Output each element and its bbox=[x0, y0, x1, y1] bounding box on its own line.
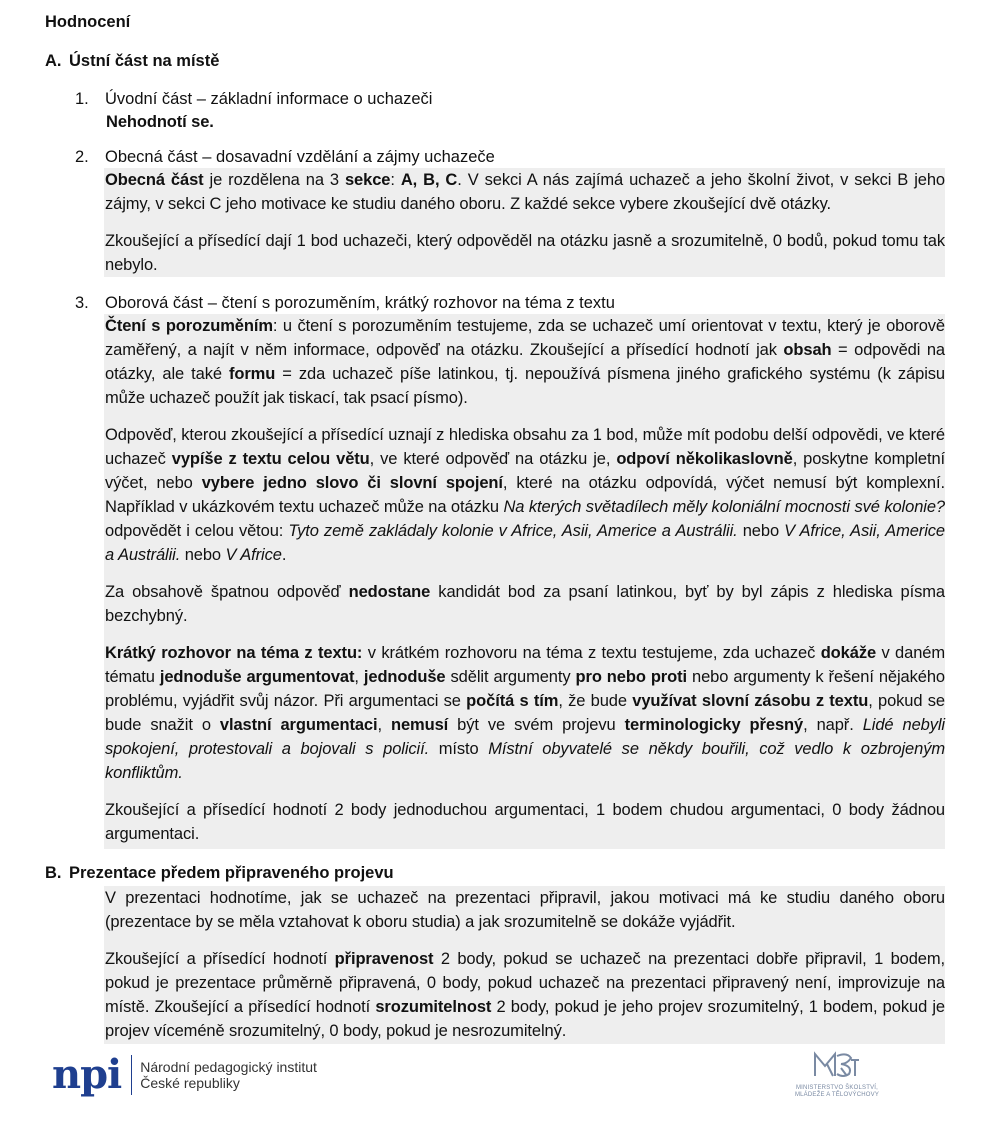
item-2-paragraph-1: Obecná část je rozdělena na 3 sekce: A, B, C. V sekci A nás zajímá uchazeč a jeho školní život, v sekci B jeho zájmy, v sekci C jeho motivace ke studiu daného oboru. Z každé sekce vybere zkoušející dvě otázky. bbox=[105, 171, 946, 213]
npi-logo: npi bbox=[52, 1051, 122, 1098]
item-2-body bbox=[104, 168, 945, 277]
npi-name-line-1: Národní pedagogický institut bbox=[140, 1059, 317, 1075]
section-a-letter: A. bbox=[45, 52, 62, 70]
item-3-body bbox=[104, 314, 945, 849]
item-1-note-text: Nehodnotí se. bbox=[106, 113, 214, 131]
msmt-line-1: MINISTERSTVO ŠKOLSTVÍ, bbox=[795, 1085, 879, 1091]
section-b-letter: B. bbox=[45, 864, 62, 882]
item-3-title: Oborová část – čtení s porozuměním, krátký rozhovor na téma z textu bbox=[105, 294, 615, 312]
npi-name bbox=[140, 1059, 317, 1091]
item-2-paragraph-2: Zkoušející a přísedící dají 1 bod uchazeči, který odpověděl na otázku jasně a srozumitelně, 0 bodů, pokud tomu tak nebylo. bbox=[105, 232, 945, 274]
section-b-title-text: Prezentace předem připraveného projevu bbox=[69, 864, 394, 882]
npi-name-line-2: České republiky bbox=[140, 1075, 240, 1091]
item-3-number: 3. bbox=[75, 294, 89, 312]
item-1-number: 1. bbox=[75, 90, 89, 108]
item-3-paragraph-3: Za obsahově špatnou odpověď nedostane kandidát bod za psaní latinkou, byť by byl zápis z hlediska písma bezchybný. bbox=[105, 583, 945, 625]
msmt-line-2: MLÁDEŽE A TĚLOVÝCHOVY bbox=[794, 1092, 880, 1098]
npi-logo-block bbox=[52, 1051, 317, 1098]
section-a-title-text: Ústní část na místě bbox=[69, 52, 220, 70]
section-b-title bbox=[45, 864, 394, 883]
npi-divider bbox=[131, 1055, 132, 1095]
section-b-body bbox=[104, 886, 945, 1044]
section-b-paragraph-2: Zkoušející a přísedící hodnotí připravenost 2 body, pokud se uchazeč na prezentaci dobře připravil, 1 bodem, pokud je prezentace průměrně připravená, 0 body, pokud uchazeč na prezentaci připravený není, improvizuje na místě. Zkoušející a přísedící hodnotí srozumitelnost 2 body, pokud je jeho projev srozumitelný, 1 bodem, pokud je projev víceméně srozumitelný, 0 body, pokud je nesrozumitelný. bbox=[105, 950, 946, 1040]
item-3-paragraph-5: Zkoušející a přísedící hodnotí 2 body jednoduchou argumentaci, 1 bodem chudou argumentaci, 0 body žádnou argumentaci. bbox=[105, 801, 945, 843]
item-2-title: Obecná část – dosavadní vzdělání a zájmy uchazeče bbox=[105, 148, 495, 166]
msmt-logo bbox=[784, 1050, 890, 1098]
section-b-paragraph-1: V prezentaci hodnotíme, jak se uchazeč na prezentaci připravil, jakou motivaci má ke studiu daného oboru (prezentace by se měla vztahovat k oboru studia) a jak srozumitelně se dokáže vyjádřit. bbox=[105, 889, 945, 931]
item-3-paragraph-4: Krátký rozhovor na téma z textu: v krátkém rozhovoru na téma z textu testujeme, zda uchazeč dokáže v daném tématu jednoduše argumentovat, jednoduše sdělit argumenty pro nebo proti nebo argumenty k řešení nějakého problému, vyjádřit svůj názor. Při argumentaci se počítá s tím, že bude využívat slovní zásobu z textu, pokud se bude snažit o vlastní argumentaci, nemusí být ve svém projevu terminologicky přesný, např. Lidé nebyli spokojení, protestovali a bojovali s policií. místo Místní obyvatelé se někdy bouřili, což vedlo k ozbrojeným konfliktům. bbox=[105, 644, 946, 782]
item-1-body bbox=[105, 110, 946, 134]
page-heading: Hodnocení bbox=[45, 13, 131, 31]
item-2-heading bbox=[75, 146, 495, 168]
item-1-heading bbox=[75, 88, 432, 110]
item-3-paragraph-1: Čtení s porozuměním: u čtení s porozuměním testujeme, zda se uchazeč umí orientovat v textu, který je oborově zaměřený, a najít v něm informace, odpověď na otázku. Zkoušející a přísedící hodnotí jak obsah = odpovědi na otázky, ale také formu = zda uchazeč píše latinkou, tj. nepoužívá písmena jiného grafického systému (k zápisu může uchazeč použít jak tiskací, tak psací písmo). bbox=[105, 317, 945, 407]
item-3-paragraph-2: Odpověď, kterou zkoušející a přísedící uznají z hlediska obsahu za 1 bod, může mít podobu delší odpovědi, ve které uchazeč vypíše z textu celou větu, ve které odpověď na otázku je, odpoví několikaslovně, poskytne kompletní výčet, nebo vybere jedno slovo či slovní spojení, které na otázku odpovídá, výčet nemusí být komplexní. Například v ukázkovém textu uchazeč může na otázku Na kterých světadílech měly koloniální mocnosti své kolonie? odpovědět i celou větou: Tyto země zakládaly kolonie v Africe, Asii, Americe a Austrálii. nebo V Africe, Asii, Americe a Austrálii. nebo V Africe. bbox=[105, 426, 946, 564]
msmt-emblem-icon bbox=[807, 1050, 867, 1080]
item-3-heading bbox=[75, 292, 615, 314]
item-1-note bbox=[105, 110, 946, 134]
section-a-title bbox=[45, 52, 219, 71]
item-2-number: 2. bbox=[75, 148, 89, 166]
item-1-title: Úvodní část – základní informace o uchazeči bbox=[105, 90, 433, 108]
